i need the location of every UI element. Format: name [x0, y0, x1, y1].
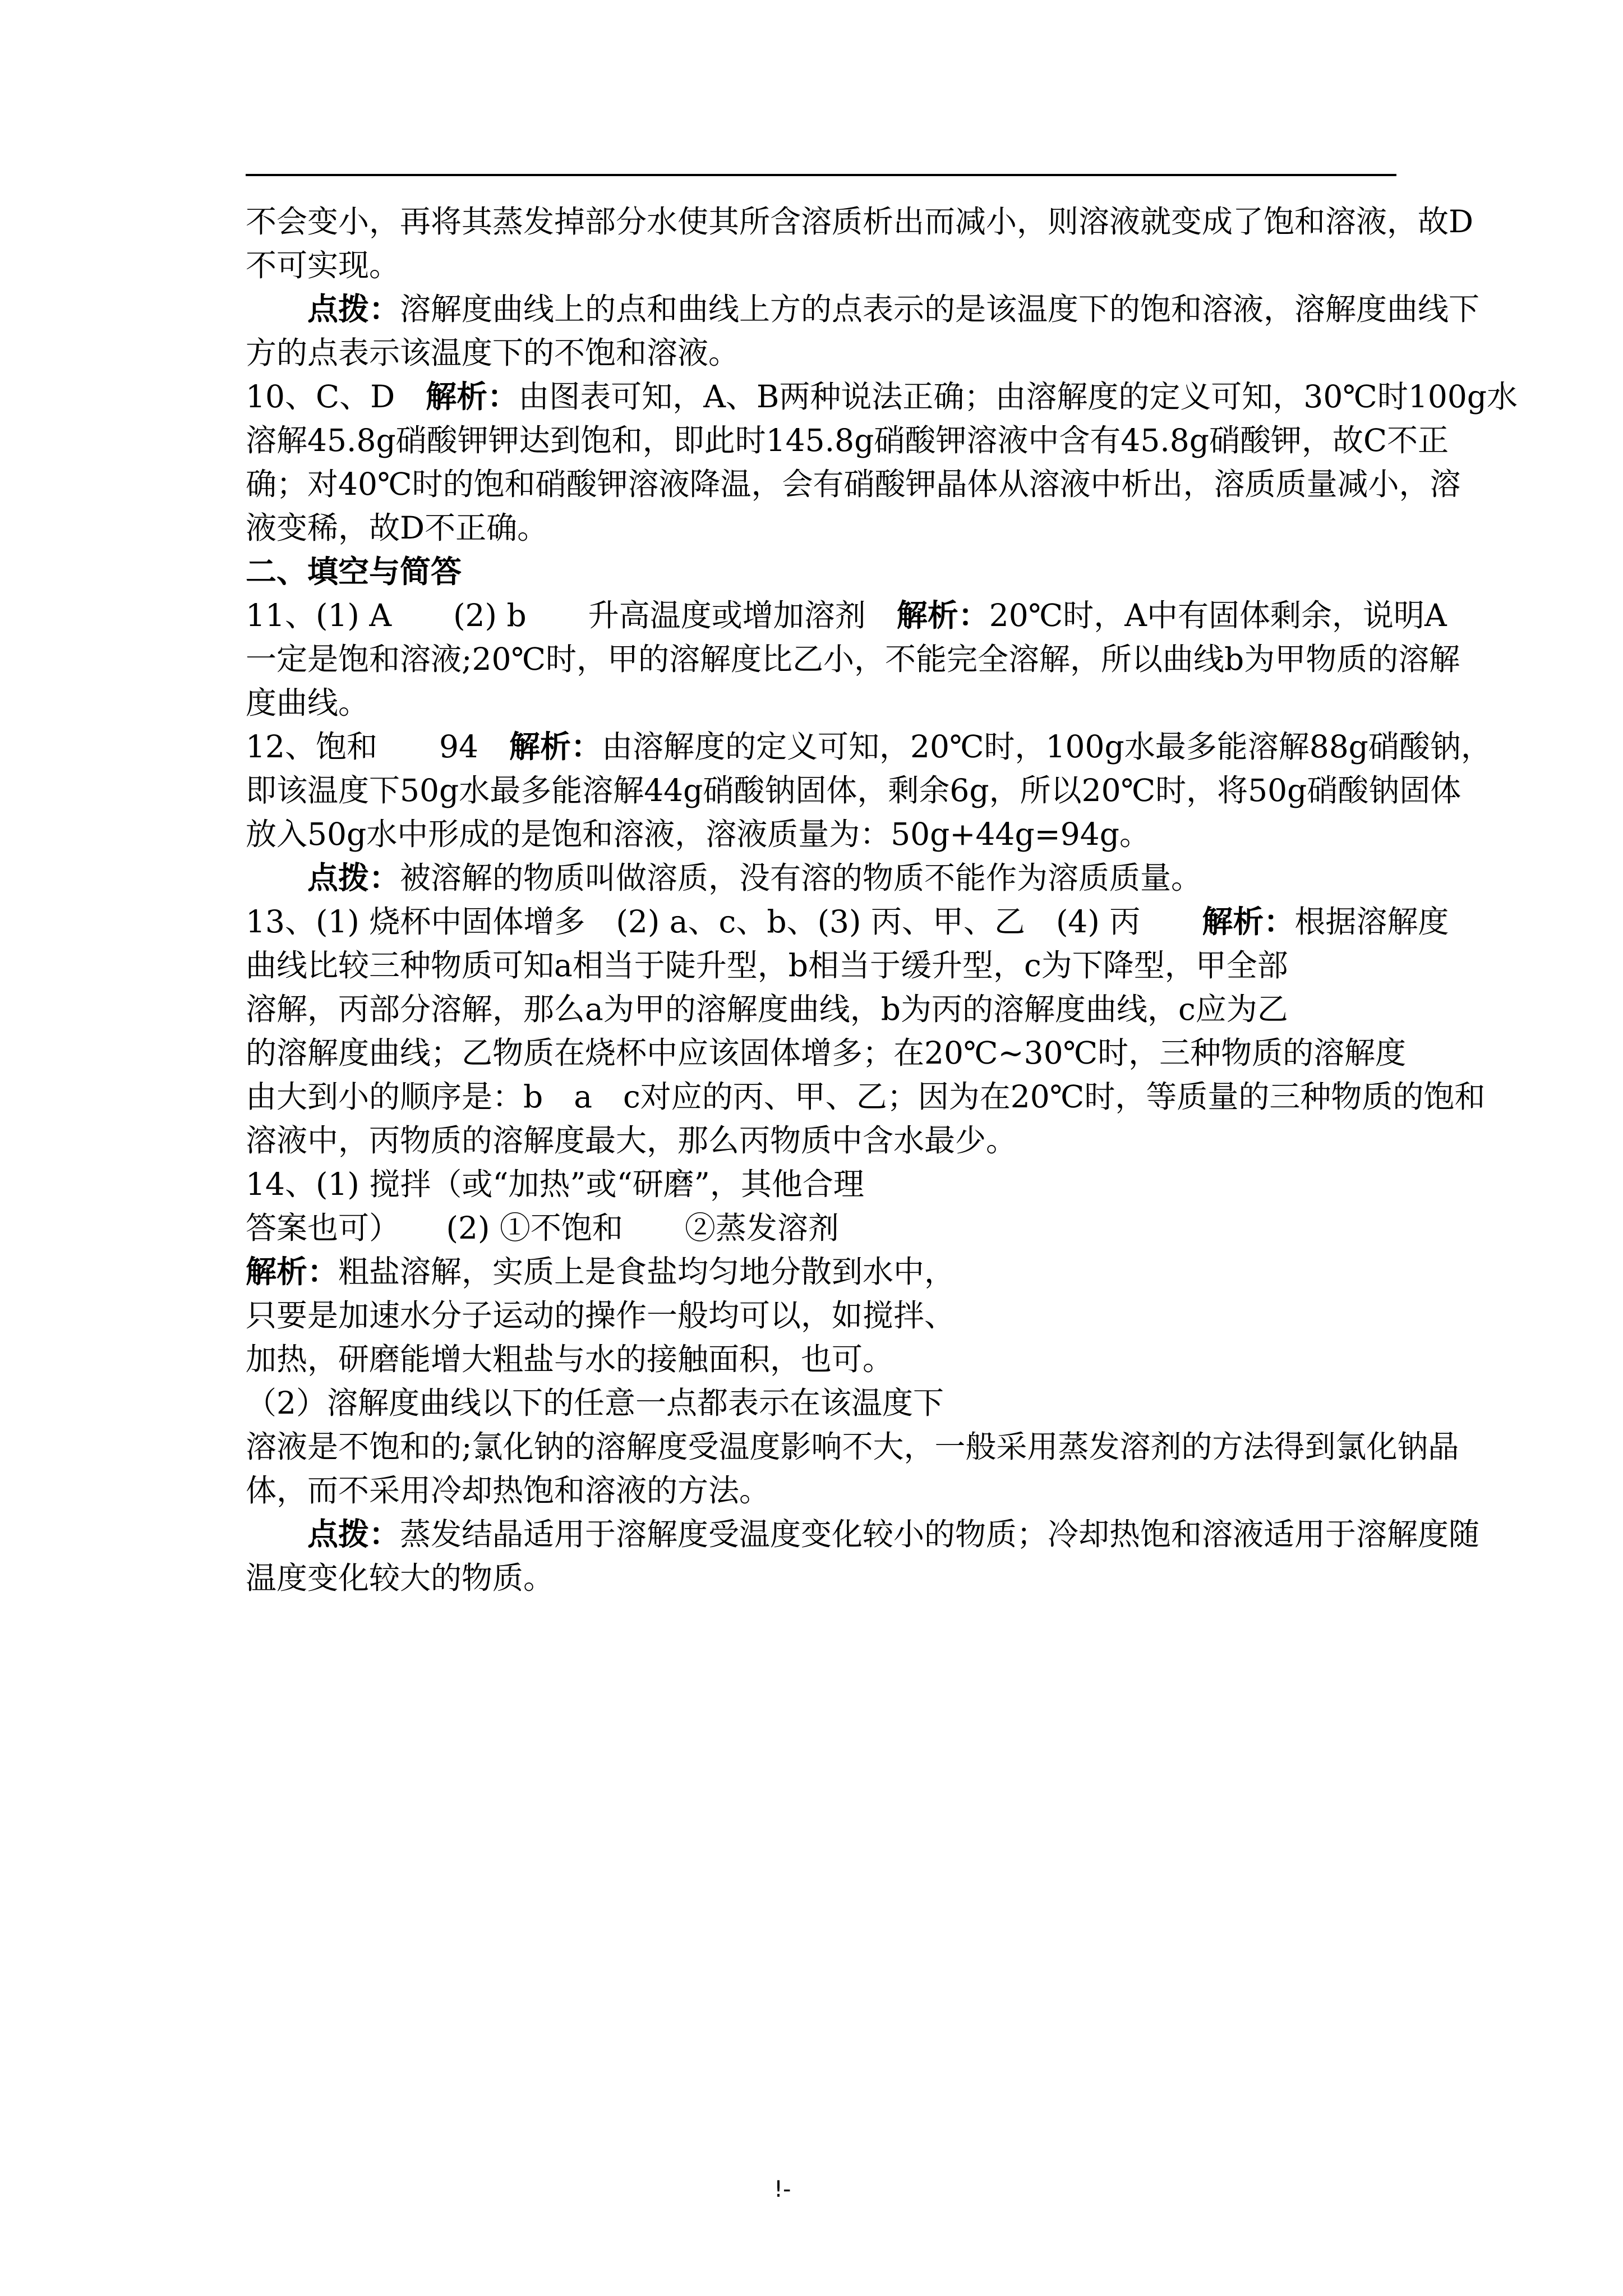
text-span: （2）溶解度曲线以下的任意一点都表示在该温度下 — [246, 1385, 944, 1421]
section-heading — [246, 550, 462, 593]
text-span: 答案也可） (2) ①不饱和 ②蒸发溶剂 — [246, 1210, 839, 1246]
text-span: 的溶解度曲线；乙物质在烧杯中应该固体增多；在20℃~30℃时，三种物质的溶解度 — [246, 1035, 1407, 1071]
text-span: 温度变化较大的物质。 — [246, 1560, 555, 1596]
text-line — [246, 1031, 1406, 1075]
text-line — [246, 812, 1150, 856]
text-line — [246, 1294, 955, 1337]
text-line — [246, 462, 1461, 506]
analysis-label: 解析： — [426, 379, 519, 415]
text-span: 不可实现。 — [246, 247, 400, 283]
answer-line-13 — [246, 900, 1449, 944]
text-line — [246, 1469, 770, 1512]
text-span: 体，而不采用冷却热饱和溶液的方法。 — [246, 1473, 771, 1508]
hint-line — [307, 856, 1202, 900]
analysis-label: 解析： — [896, 597, 989, 633]
text-span: 确；对40℃时的饱和硝酸钾溶液降温，会有硝酸钾晶体从溶液中析出，溶质质量减小，溶 — [246, 466, 1461, 502]
text-span: 溶解度曲线上的点和曲线上方的点表示的是该温度下的饱和溶液，溶解度曲线下 — [400, 291, 1480, 327]
text-span: 度曲线。 — [246, 685, 370, 721]
analysis-label: 解析： — [1202, 904, 1295, 940]
text-span: 溶解45.8g硝酸钾钾达到饱和，即此时145.8g硝酸钾溶液中含有45.8g硝酸钾，故C不正 — [246, 422, 1449, 458]
text-line — [246, 331, 739, 375]
text-span: 曲线比较三种物质可知a相当于陡升型，b相当于缓升型，c为下降型，甲全部 — [246, 947, 1288, 983]
text-line — [246, 1425, 1459, 1469]
text-line — [246, 944, 1288, 987]
text-span: 方的点表示该温度下的不饱和溶液。 — [246, 335, 740, 371]
text-line — [246, 1206, 839, 1250]
text-span: 放入50g水中形成的是饱和溶液，溶液质量为：50g+44g=94g。 — [246, 816, 1150, 852]
text-line — [246, 637, 1460, 681]
text-span: 溶液中，丙物质的溶解度最大，那么丙物质中含水最少。 — [246, 1122, 1017, 1158]
analysis-label: 解析： — [246, 1254, 339, 1290]
answer-number: 11、(1) A (2) b 升高温度或增加溶剂 — [246, 597, 897, 633]
analysis-line — [246, 1250, 955, 1294]
text-span: 加热，研磨能增大粗盐与水的接触面积，也可。 — [246, 1341, 894, 1377]
text-span: 溶液是不饱和的;氯化钠的溶解度受温度影响不大，一般采用蒸发溶剂的方法得到氯化钠晶 — [246, 1429, 1459, 1465]
text-span: 即该温度下50g水最多能溶解44g硝酸钠固体，剩余6g，所以20℃时，将50g硝酸钠固体 — [246, 772, 1461, 808]
text-span: 20℃时，A中有固体剩余，说明A — [989, 597, 1447, 633]
text-line — [246, 200, 1473, 243]
text-line — [246, 1119, 1017, 1162]
text-span: 14、(1) 搅拌（或“加热”或“研磨”，其他合理 — [246, 1166, 864, 1202]
text-line — [246, 681, 369, 725]
answer-number: 12、饱和 94 — [246, 729, 509, 765]
text-span: 只要是加速水分子运动的操作一般均可以，如搅拌、 — [246, 1297, 956, 1333]
text-line — [246, 243, 400, 287]
hint-line — [307, 1512, 1479, 1556]
text-line — [246, 1075, 1485, 1119]
header-rule — [246, 174, 1396, 176]
text-span: 溶解，丙部分溶解，那么a为甲的溶解度曲线，b为丙的溶解度曲线，c应为乙 — [246, 991, 1288, 1027]
answer-number: 13、(1) 烧杯中固体增多 (2) a、c、b、(3) 丙、甲、乙 (4) 丙 — [246, 904, 1202, 940]
text-line — [246, 1381, 944, 1425]
answer-number: 10、C、D — [246, 379, 426, 415]
text-span: 根据溶解度 — [1294, 904, 1449, 940]
hint-label: 点拨： — [307, 1516, 400, 1552]
text-line — [246, 506, 548, 550]
page-number: !- — [774, 2177, 791, 2202]
text-line — [246, 987, 1288, 1031]
analysis-label: 解析： — [509, 729, 602, 765]
hint-label: 点拨： — [307, 291, 400, 327]
text-span: 由溶解度的定义可知，20℃时，100g水最多能溶解88g硝酸钠， — [602, 729, 1492, 765]
text-line — [246, 769, 1461, 812]
text-span: 液变稀，故D不正确。 — [246, 510, 548, 546]
answer-line-10 — [246, 375, 1518, 418]
hint-label: 点拨： — [307, 860, 400, 896]
answer-line-11 — [246, 593, 1447, 637]
answer-line-14 — [246, 1162, 864, 1206]
text-line — [246, 1337, 893, 1381]
text-span: 不会变小，再将其蒸发掉部分水使其所含溶质析出而减小，则溶液就变成了饱和溶液，故D — [246, 204, 1474, 240]
text-span: 粗盐溶解，实质上是食盐均匀地分散到水中， — [338, 1254, 956, 1290]
text-line — [246, 418, 1449, 462]
hint-line — [307, 287, 1479, 331]
text-span: 一定是饱和溶液;20℃时，甲的溶解度比乙小，不能完全溶解，所以曲线b为甲物质的溶解 — [246, 641, 1460, 677]
text-span: 蒸发结晶适用于溶解度受温度变化较小的物质；冷却热饱和溶液适用于溶解度随 — [400, 1516, 1480, 1552]
text-span: 被溶解的物质叫做溶质，没有溶的物质不能作为溶质质量。 — [400, 860, 1202, 896]
text-line — [246, 1556, 554, 1600]
text-span: 由图表可知，A、B两种说法正确；由溶解度的定义可知，30℃时100g水 — [518, 379, 1518, 415]
text-span: 由大到小的顺序是：b a c对应的丙、甲、乙；因为在20℃时，等质量的三种物质的饱和 — [246, 1079, 1486, 1115]
section-title: 二、填空与简答 — [246, 554, 462, 590]
answer-line-12 — [246, 725, 1492, 769]
